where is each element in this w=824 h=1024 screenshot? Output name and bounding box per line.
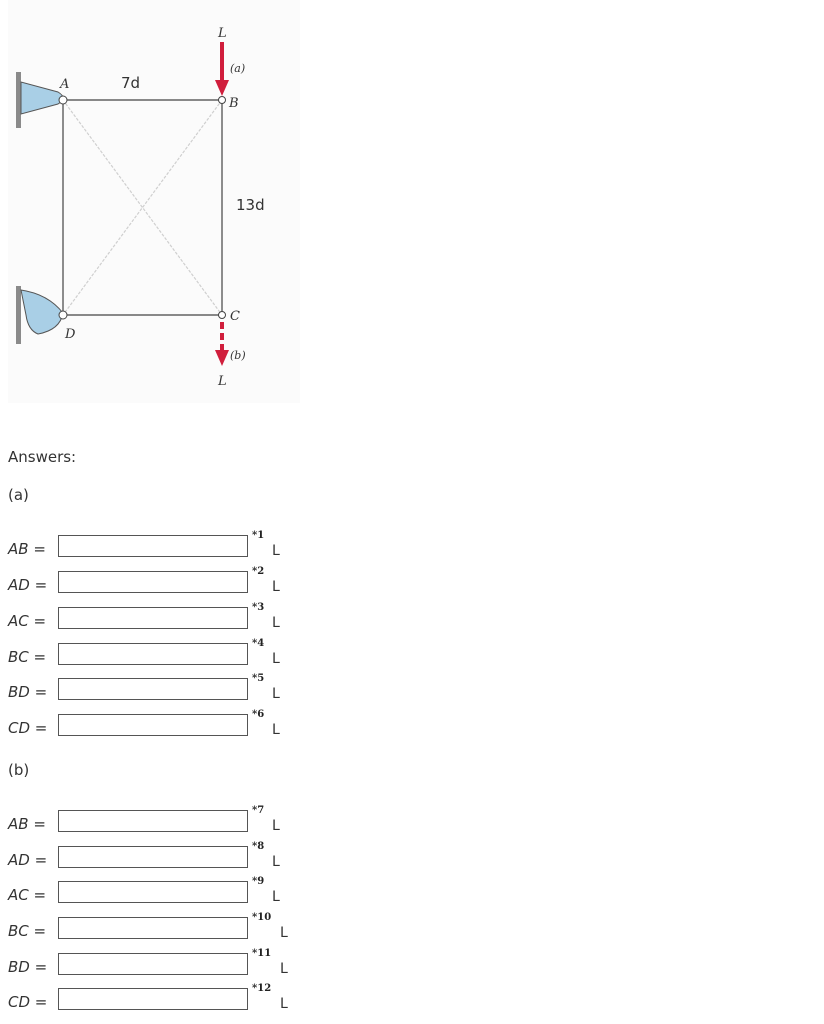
answer-row-a-bd [0,673,320,704]
reference-marker: *11 [252,948,272,959]
unit-label: L [272,889,280,905]
answer-row-b-cd [0,983,320,1014]
answer-row-a-ab [0,530,320,561]
answer-input-b-bc[interactable] [58,917,248,939]
answer-input-a-ad[interactable] [58,571,248,593]
reference-marker: *6 [252,709,265,720]
unit-label: L [272,818,280,834]
reference-marker: *4 [252,638,265,649]
member-label: CD = [8,719,48,737]
unit-label: L [280,996,288,1012]
label-case-a: (a) [230,62,246,75]
member-label: AB = [8,540,46,558]
label-node-d: D [65,327,76,342]
part-a-label: (a) [8,486,29,504]
answer-row-b-bc [0,912,320,943]
reference-marker: *10 [252,912,272,923]
label-load-bottom: L [218,374,227,389]
truss-diagram [8,0,300,403]
answer-input-a-ab[interactable] [58,535,248,557]
answer-input-b-ad[interactable] [58,846,248,868]
answer-row-a-ac [0,602,320,633]
joint-b [219,97,226,104]
member-label: BC = [8,922,47,940]
member-label: BD = [8,683,48,701]
unit-label: L [280,961,288,977]
member-label: AB = [8,815,46,833]
unit-label: L [272,579,280,595]
unit-label: L [280,925,288,941]
answer-row-a-ad [0,566,320,597]
joint-c [219,312,226,319]
label-height-dimension: 13d [236,196,265,214]
member-label: BC = [8,648,47,666]
label-width-dimension: 7d [121,74,141,92]
unit-label: L [272,615,280,631]
answer-input-a-bc[interactable] [58,643,248,665]
answer-row-b-ac [0,876,320,907]
answer-input-a-ac[interactable] [58,607,248,629]
reference-marker: *9 [252,876,265,887]
wall-a [16,72,21,128]
answer-input-b-ab[interactable] [58,810,248,832]
member-label: AC = [8,886,47,904]
answer-row-a-bc [0,638,320,669]
answer-row-b-ab [0,805,320,836]
part-b-label: (b) [8,761,30,779]
reference-marker: *12 [252,983,272,994]
unit-label: L [272,686,280,702]
load-a-shaft [220,42,224,82]
answer-input-a-cd[interactable] [58,714,248,736]
reference-marker: *8 [252,841,265,852]
answers-heading: Answers: [8,448,77,466]
label-node-c: C [230,309,240,324]
label-case-b: (b) [230,349,246,362]
answer-input-b-ac[interactable] [58,881,248,903]
unit-label: L [272,854,280,870]
wall-d [16,286,21,344]
joint-d [59,311,67,319]
load-b-shaft [220,322,224,350]
member-label: CD = [8,993,48,1011]
unit-label: L [272,722,280,738]
reference-marker: *7 [252,805,265,816]
unit-label: L [272,543,280,559]
label-node-a: A [60,77,70,92]
reference-marker: *2 [252,566,265,577]
member-label: AD = [8,851,48,869]
reference-marker: *1 [252,530,265,541]
label-node-b: B [229,96,239,111]
reference-marker: *5 [252,673,265,684]
answer-row-a-cd [0,709,320,740]
member-label: AC = [8,612,47,630]
answer-input-a-bd[interactable] [58,678,248,700]
reference-marker: *3 [252,602,265,613]
member-label: BD = [8,958,48,976]
answer-input-b-bd[interactable] [58,953,248,975]
answer-row-b-ad [0,841,320,872]
joint-a [59,96,67,104]
answer-input-b-cd[interactable] [58,988,248,1010]
label-load-top: L [218,26,227,41]
answer-row-b-bd [0,948,320,979]
unit-label: L [272,651,280,667]
member-label: AD = [8,576,48,594]
